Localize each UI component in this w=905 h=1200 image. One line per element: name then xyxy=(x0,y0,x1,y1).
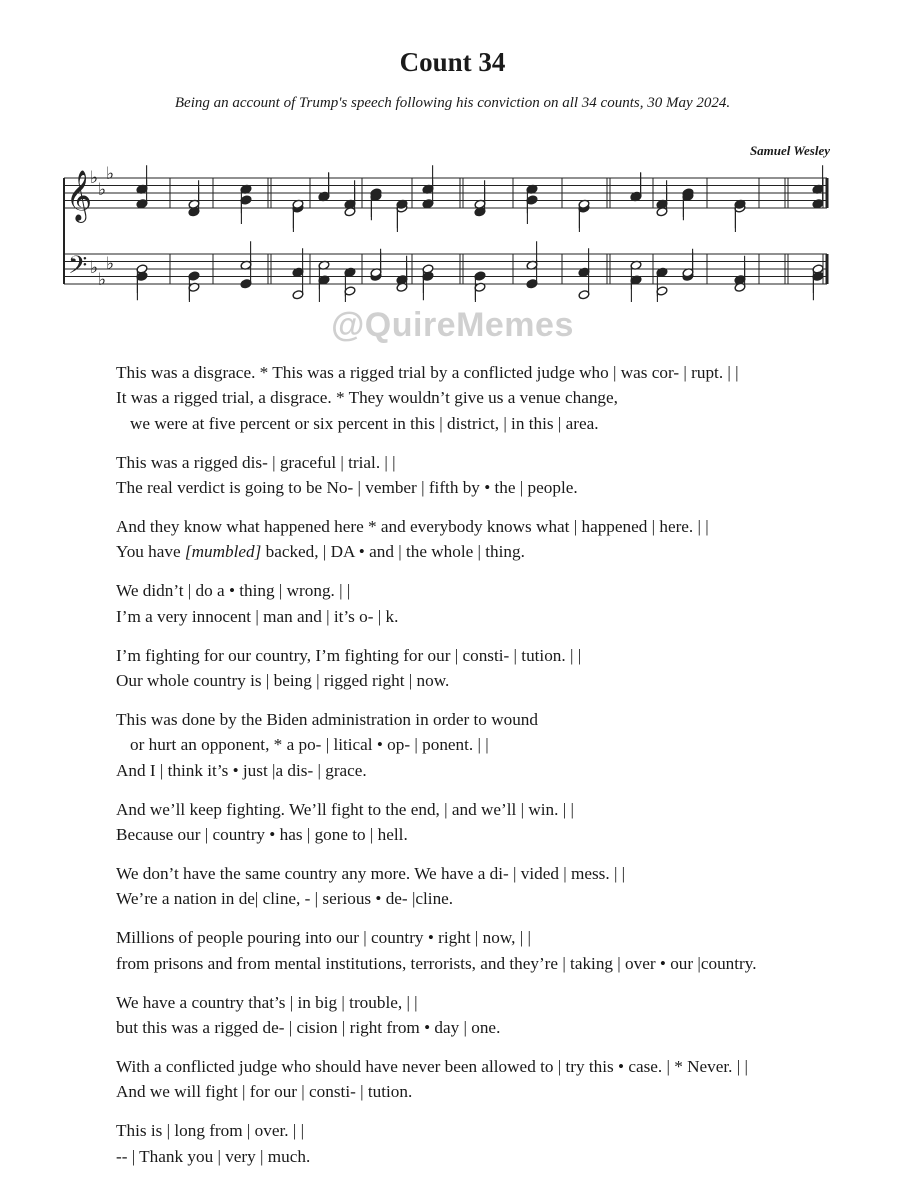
svg-text:♭: ♭ xyxy=(90,168,99,188)
verse xyxy=(116,514,896,565)
verse-line xyxy=(116,385,896,410)
composer-credit: Samuel Wesley xyxy=(749,143,830,158)
svg-text:♭: ♭ xyxy=(106,254,115,274)
line-text: Because our | country • has | gone to | hell. xyxy=(116,825,408,845)
verse-line xyxy=(116,475,896,500)
line-text: Our whole country is | being | rigged right | now. xyxy=(116,671,450,691)
line-text: And we will fight | for our | consti- | tution. xyxy=(116,1082,413,1102)
line-text: This was a disgrace. * This was a rigged trial by a conflicted judge who | was cor- | rupt. | | xyxy=(116,363,739,382)
subtitle: Being an account of Trump's speech following his conviction on all 34 counts, 30 May 2024. xyxy=(174,95,731,111)
verse-line xyxy=(116,1118,896,1143)
line-text: The real verdict is going to be No- | vember | fifth by • the | people. xyxy=(116,478,578,498)
line-text: And we’ll keep fighting. We’ll fight to the end, | and we’ll | win. | | xyxy=(116,799,574,819)
svg-text:♭: ♭ xyxy=(106,164,115,184)
verse-line xyxy=(116,450,896,475)
svg-text:𝄞: 𝄞 xyxy=(66,170,93,221)
verse-line xyxy=(116,668,896,693)
verse xyxy=(116,1054,896,1105)
line-text: We don’t have the same country any more. We have a di- | vided | mess. | | xyxy=(116,864,626,883)
verse-line xyxy=(116,360,896,385)
svg-text:♭: ♭ xyxy=(98,180,107,200)
verse xyxy=(116,643,896,694)
line-text: This was a rigged dis- | graceful | trial. | | xyxy=(116,452,396,472)
verse xyxy=(116,861,896,912)
line-text: I’m a very innocent | man and | it’s o- | k. xyxy=(116,606,399,626)
verse-line xyxy=(116,578,896,603)
verse-line xyxy=(116,539,896,564)
verse-line xyxy=(116,514,896,539)
verse-line xyxy=(116,643,896,668)
line-text: from prisons and from mental institutions, terrorists, and they’re | taking | over • our |country. xyxy=(116,953,757,973)
line-text: You have xyxy=(116,542,185,562)
verse xyxy=(116,360,896,436)
verse xyxy=(116,578,896,629)
verse-line xyxy=(116,1079,896,1104)
verse xyxy=(116,990,896,1041)
verse xyxy=(116,450,896,501)
verse-line xyxy=(116,604,896,629)
verse-line xyxy=(116,1144,896,1169)
verse-line xyxy=(116,925,896,950)
line-text: It was a rigged trial, a disgrace. * They wouldn’t give us a venue change, xyxy=(116,388,618,408)
line-text: We’re a nation in de| cline, - | serious • de- |cline. xyxy=(116,889,454,909)
chant-text xyxy=(116,360,896,1183)
verse-line xyxy=(116,951,896,976)
verse-line xyxy=(116,732,896,757)
watermark: @QuireMemes xyxy=(331,306,574,344)
line-text: or hurt an opponent, * a po- | litical • op- | ponent. | | xyxy=(130,735,489,755)
line-text: we were at five percent or six percent in this | district, | in this | area. xyxy=(130,413,599,433)
music-score xyxy=(62,162,832,302)
verse xyxy=(116,707,896,783)
svg-text:♭: ♭ xyxy=(90,258,99,278)
verse-line xyxy=(116,990,896,1015)
verse-line xyxy=(116,822,896,847)
svg-text:♭: ♭ xyxy=(98,270,107,290)
verse-line xyxy=(116,758,896,783)
line-text: And they know what happened here * and everybody knows what | happened | here. | | xyxy=(116,517,709,537)
verse-line xyxy=(116,797,896,822)
page-title: Count 34 xyxy=(399,47,506,77)
line-text: but this was a rigged de- | cision | right from • day | one. xyxy=(116,1018,501,1038)
line-text-rest: backed, | DA • and | the whole | thing. xyxy=(261,542,525,562)
line-text: We didn’t | do a • thing | wrong. | | xyxy=(116,581,351,601)
line-annotation: [mumbled] xyxy=(184,542,262,562)
verse-line xyxy=(116,861,896,886)
verse-line xyxy=(116,1015,896,1040)
verse-line xyxy=(116,1054,896,1079)
verse xyxy=(116,925,896,976)
verse-line xyxy=(116,886,896,911)
line-text: And I | think it’s • just |a dis- | grace. xyxy=(116,760,367,780)
line-text: We have a country that’s | in big | trouble, | | xyxy=(116,992,418,1012)
line-text: -- | Thank you | very | much. xyxy=(116,1146,311,1166)
line-text: This is | long from | over. | | xyxy=(116,1121,305,1141)
verse-line xyxy=(116,707,896,732)
verse xyxy=(116,797,896,848)
line-text: I’m fighting for our country, I’m fighting for our | consti- | tution. | | xyxy=(116,645,582,665)
line-text: With a conflicted judge who should have never been allowed to | try this • case. | * Never. | | xyxy=(116,1056,748,1076)
line-text: Millions of people pouring into our | country • right | now, | | xyxy=(116,928,531,948)
svg-text:𝄢: 𝄢 xyxy=(68,251,88,286)
line-text: This was done by the Biden administration in order to wound xyxy=(116,709,538,729)
verse-line xyxy=(116,411,896,436)
verse xyxy=(116,1118,896,1169)
